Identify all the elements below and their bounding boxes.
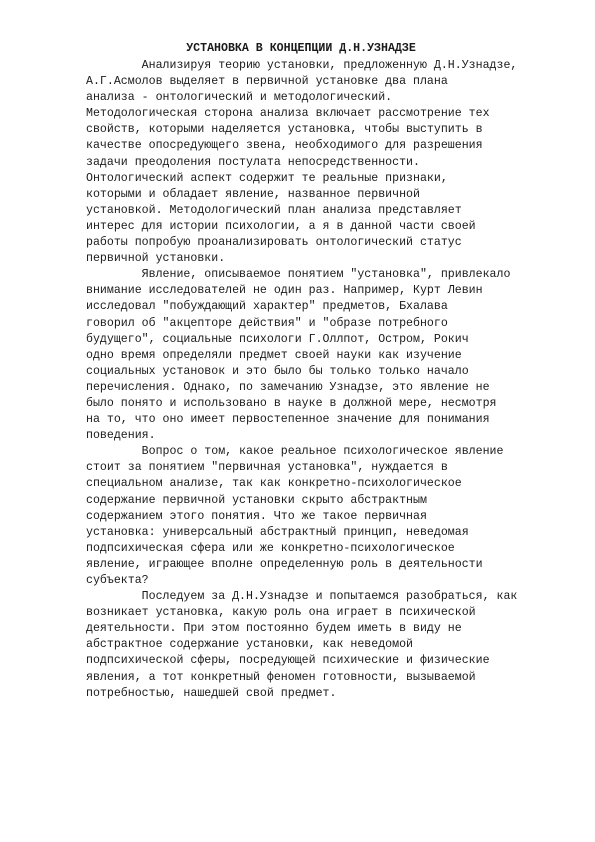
text-line: деятельности. При этом постоянно будем иметь в виду не bbox=[86, 622, 462, 636]
text-line: одно время определяли предмет своей науки как изучение bbox=[86, 348, 462, 362]
text-line: будущего", социальные психологи Г.Оллпот, Остром, Рокич bbox=[86, 332, 469, 346]
text-line: Онтологический аспект содержит те реальные признаки, bbox=[86, 171, 448, 185]
text-line: внимание исследователей не один раз. Например, Курт Левин bbox=[86, 284, 483, 298]
text-line: стоит за понятием "первичная установка", нуждается в bbox=[86, 461, 448, 475]
document-page bbox=[86, 42, 516, 702]
text-line: было понято и использовано в науке в должной мере, несмотря bbox=[86, 396, 497, 410]
text-line: качестве опосредующего звена, необходимого для разрешения bbox=[86, 139, 483, 153]
text-line: на то, что оно имеет первостепенное значение для понимания bbox=[86, 413, 490, 427]
text-line: которыми и обладает явление, названное первичной bbox=[86, 187, 420, 201]
text-line: подпсихической сферы, посредующей психические и физические bbox=[86, 654, 490, 668]
text-line: свойств, которыми наделяется установка, чтобы выступить в bbox=[86, 123, 483, 137]
text-line: поведения. bbox=[86, 429, 156, 443]
text-line: Вопрос о том, какое реальное психологическое явление bbox=[86, 445, 504, 459]
text-line: установка: универсальный абстрактный принцип, неведомая bbox=[86, 525, 469, 539]
text-line: социальных установок и это было бы только только начало bbox=[86, 364, 469, 378]
text-line: специальном анализе, так как конкретно-психологическое bbox=[86, 477, 462, 491]
text-line: первичной установки. bbox=[86, 252, 226, 266]
text-line: Последуем за Д.Н.Узнадзе и попытаемся разобраться, как bbox=[86, 590, 518, 604]
text-line: Явление, описываемое понятием "установка", привлекало bbox=[86, 268, 511, 282]
text-line: задачи преодоления постулата непосредственности. bbox=[86, 155, 420, 169]
text-line: явления, а тот конкретный феномен готовности, вызываемой bbox=[86, 670, 476, 684]
text-line: Методологическая сторона анализа включает рассмотрение тех bbox=[86, 107, 490, 121]
text-line: Анализируя теорию установки, предложенную Д.Н.Узнадзе, bbox=[86, 59, 518, 72]
text-line: субъекта? bbox=[86, 574, 149, 587]
text-line: возникает установка, какую роль она играет в психической bbox=[86, 606, 476, 620]
text-line: интерес для истории психологии, а я в данной части своей bbox=[86, 219, 476, 233]
text-line: А.Г.Асмолов выделяет в первичной установке два плана bbox=[86, 75, 448, 89]
document-body bbox=[86, 58, 516, 702]
text-line: работы попробую проанализировать онтологический статус bbox=[86, 236, 462, 250]
document-title: УСТАНОВКА В КОНЦЕПЦИИ Д.Н.УЗНАДЗЕ bbox=[186, 42, 416, 55]
text-line: содержание первичной установки скрыто абстрактным bbox=[86, 493, 427, 507]
text-line: явление, играющее вполне определенную роль в деятельности bbox=[86, 557, 483, 571]
text-line: потребностью, нашедшей свой предмет. bbox=[86, 686, 337, 700]
text-line: установкой. Методологический план анализа представляет bbox=[86, 203, 462, 217]
text-line: содержанием этого понятия. Что же такое первичная bbox=[86, 509, 427, 523]
text-line: говорил об "акцепторе действия" и "образе потребного bbox=[86, 316, 448, 330]
text-line: абстрактное содержание установки, как неведомой bbox=[86, 638, 413, 652]
text-line: исследовал "побуждающий характер" предметов, Бхалава bbox=[86, 300, 448, 314]
text-line: анализа - онтологический и методологический. bbox=[86, 91, 393, 105]
text-line: перечисления. Однако, по замечанию Узнадзе, это явление не bbox=[86, 380, 490, 394]
text-line: подпсихическая сфера или же конкретно-психологическое bbox=[86, 541, 455, 555]
